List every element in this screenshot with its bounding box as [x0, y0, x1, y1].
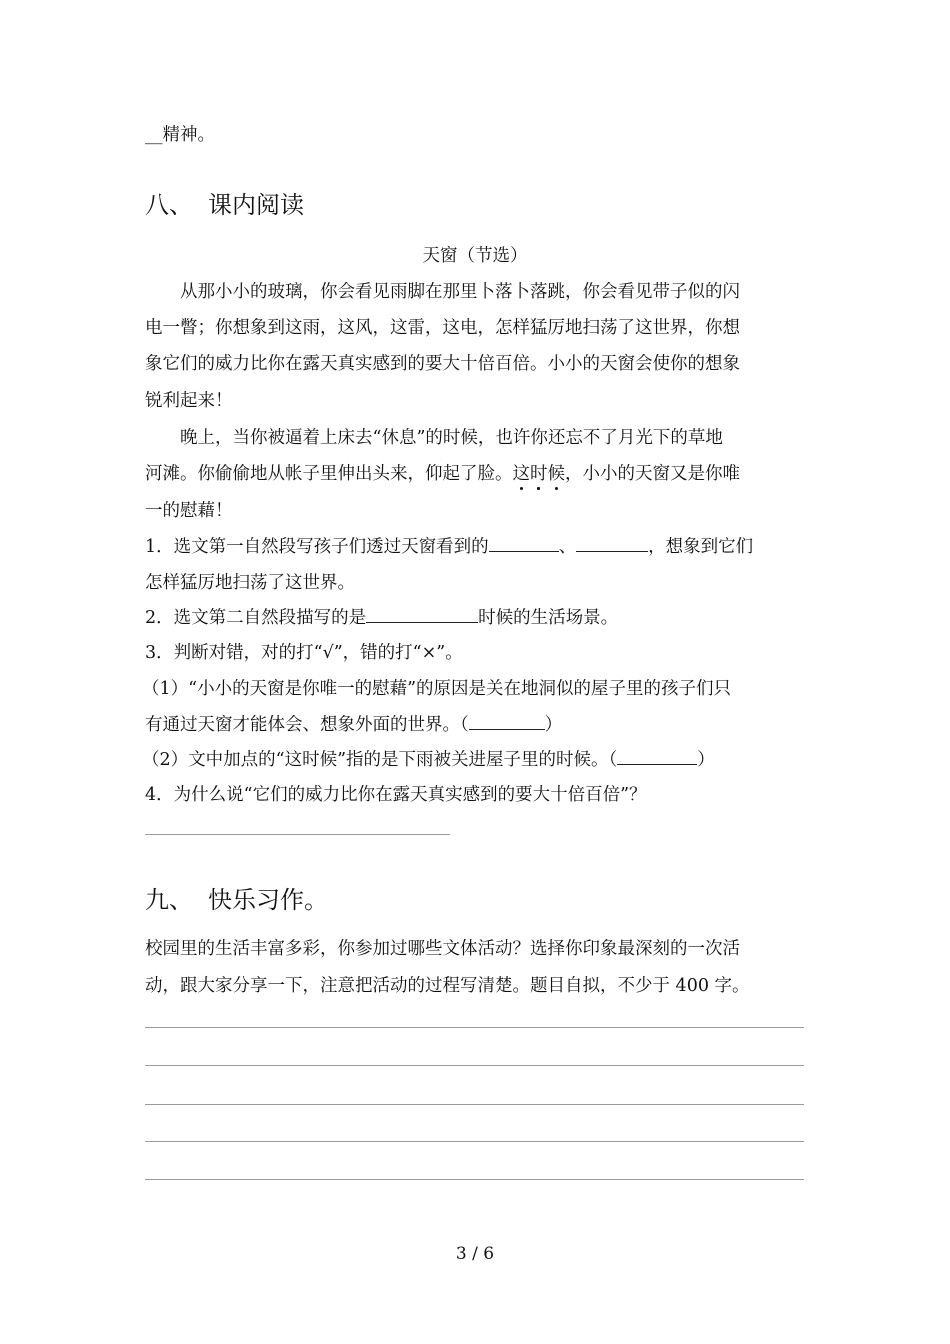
section-title: 快乐习作。 — [208, 886, 328, 914]
passage-title: 天窗（节选） — [422, 246, 528, 266]
writing-line[interactable] — [145, 1027, 804, 1028]
answer-blank[interactable] — [366, 606, 478, 623]
question-3-1: （1）“小小的天窗是你唯一的慰藉”的原因是关在地洞似的屋子里的孩子们只 — [142, 679, 732, 699]
writing-line[interactable] — [145, 1179, 804, 1180]
answer-blank[interactable] — [576, 535, 648, 552]
question-2 — [145, 605, 618, 631]
dotted-chars — [513, 464, 566, 484]
dotted-emphasis — [513, 461, 566, 487]
question-text: 时候的生活场景。 — [478, 608, 619, 628]
question-text: ） — [697, 750, 715, 770]
question-3-1-continued — [145, 712, 562, 738]
question-3-2 — [142, 747, 715, 773]
dotted-char: 这 — [512, 464, 530, 484]
question-text: ） — [544, 715, 563, 735]
paragraph-1-line: 从那小小的玻璃，你会看见雨脚在那里卜落卜落跳，你会看见带子似的闪 — [180, 282, 740, 302]
dotted-char: 候 — [547, 464, 565, 484]
answer-blank[interactable] — [489, 535, 559, 552]
paragraph-2-line — [145, 461, 740, 487]
paragraph-1-line: 电一瞥；你想象到这雨，这风，这雷，这电，怎样猛厉地扫荡了这世界，你想 — [145, 318, 740, 338]
question-text: ，想象到它们 — [648, 537, 754, 557]
answer-blank[interactable]: __ — [145, 125, 163, 145]
paragraph-1-line: 象它们的威力比你在露天真实感到的要大十倍百倍。小小的天窗会使你的想象 — [145, 354, 740, 374]
section-9-heading — [145, 884, 328, 916]
writing-line[interactable] — [145, 1141, 804, 1142]
question-text: 有通过天窗才能体会、想象外面的世界。（ — [145, 715, 469, 735]
writing-line[interactable] — [145, 1065, 804, 1066]
question-text: 2．选文第二自然段描写的是 — [145, 608, 367, 628]
judgement-blank[interactable] — [617, 748, 697, 765]
paragraph-2-line: 晚上，当你被逼着上床去“休息”的时候，也许你还忘不了月光下的草地 — [180, 428, 723, 448]
section-8-heading — [145, 189, 304, 221]
judgement-blank[interactable] — [469, 713, 545, 730]
answer-line[interactable] — [145, 834, 450, 835]
question-3: 3．判断对错，对的打“√”，错的打“×”。 — [145, 643, 463, 663]
section-number: 八、 — [145, 191, 193, 219]
question-text: 、 — [558, 537, 577, 557]
paragraph-2-line: 一的慰藉！ — [145, 501, 233, 521]
page-number: 3 / 6 — [455, 1244, 495, 1264]
question-4: 4．为什么说“它们的威力比你在露天真实感到的要大十倍百倍”？ — [145, 785, 647, 805]
writing-prompt-line: 动，跟大家分享一下，注意把活动的过程写清楚。题目自拟，不少于 400 字。 — [145, 976, 750, 996]
fragment-text: 精神。 — [162, 125, 215, 145]
top-fragment — [145, 122, 215, 148]
question-1-continued: 怎样猛厉地扫荡了这世界。 — [145, 573, 355, 593]
dotted-char: 时 — [530, 464, 548, 484]
question-text: 1．选文第一自然段写孩子们透过天窗看到的 — [145, 537, 489, 557]
paragraph-1-line: 锐利起来！ — [145, 391, 233, 411]
question-text: （2）文中加点的“这时候”指的是下雨被关进屋子里的时候。（ — [142, 750, 618, 770]
writing-prompt-line: 校园里的生活丰富多彩，你参加过哪些文体活动？选择你印象最深刻的一次活 — [145, 939, 740, 959]
paragraph-2-text: ，小小的天窗又是你唯 — [565, 464, 740, 484]
paragraph-2-text: 河滩。你偷偷地从帐子里伸出头来，仰起了脸。 — [145, 464, 513, 484]
question-1 — [145, 534, 753, 560]
writing-line[interactable] — [145, 1104, 804, 1105]
section-number: 九、 — [145, 886, 193, 914]
section-title: 课内阅读 — [208, 191, 304, 219]
